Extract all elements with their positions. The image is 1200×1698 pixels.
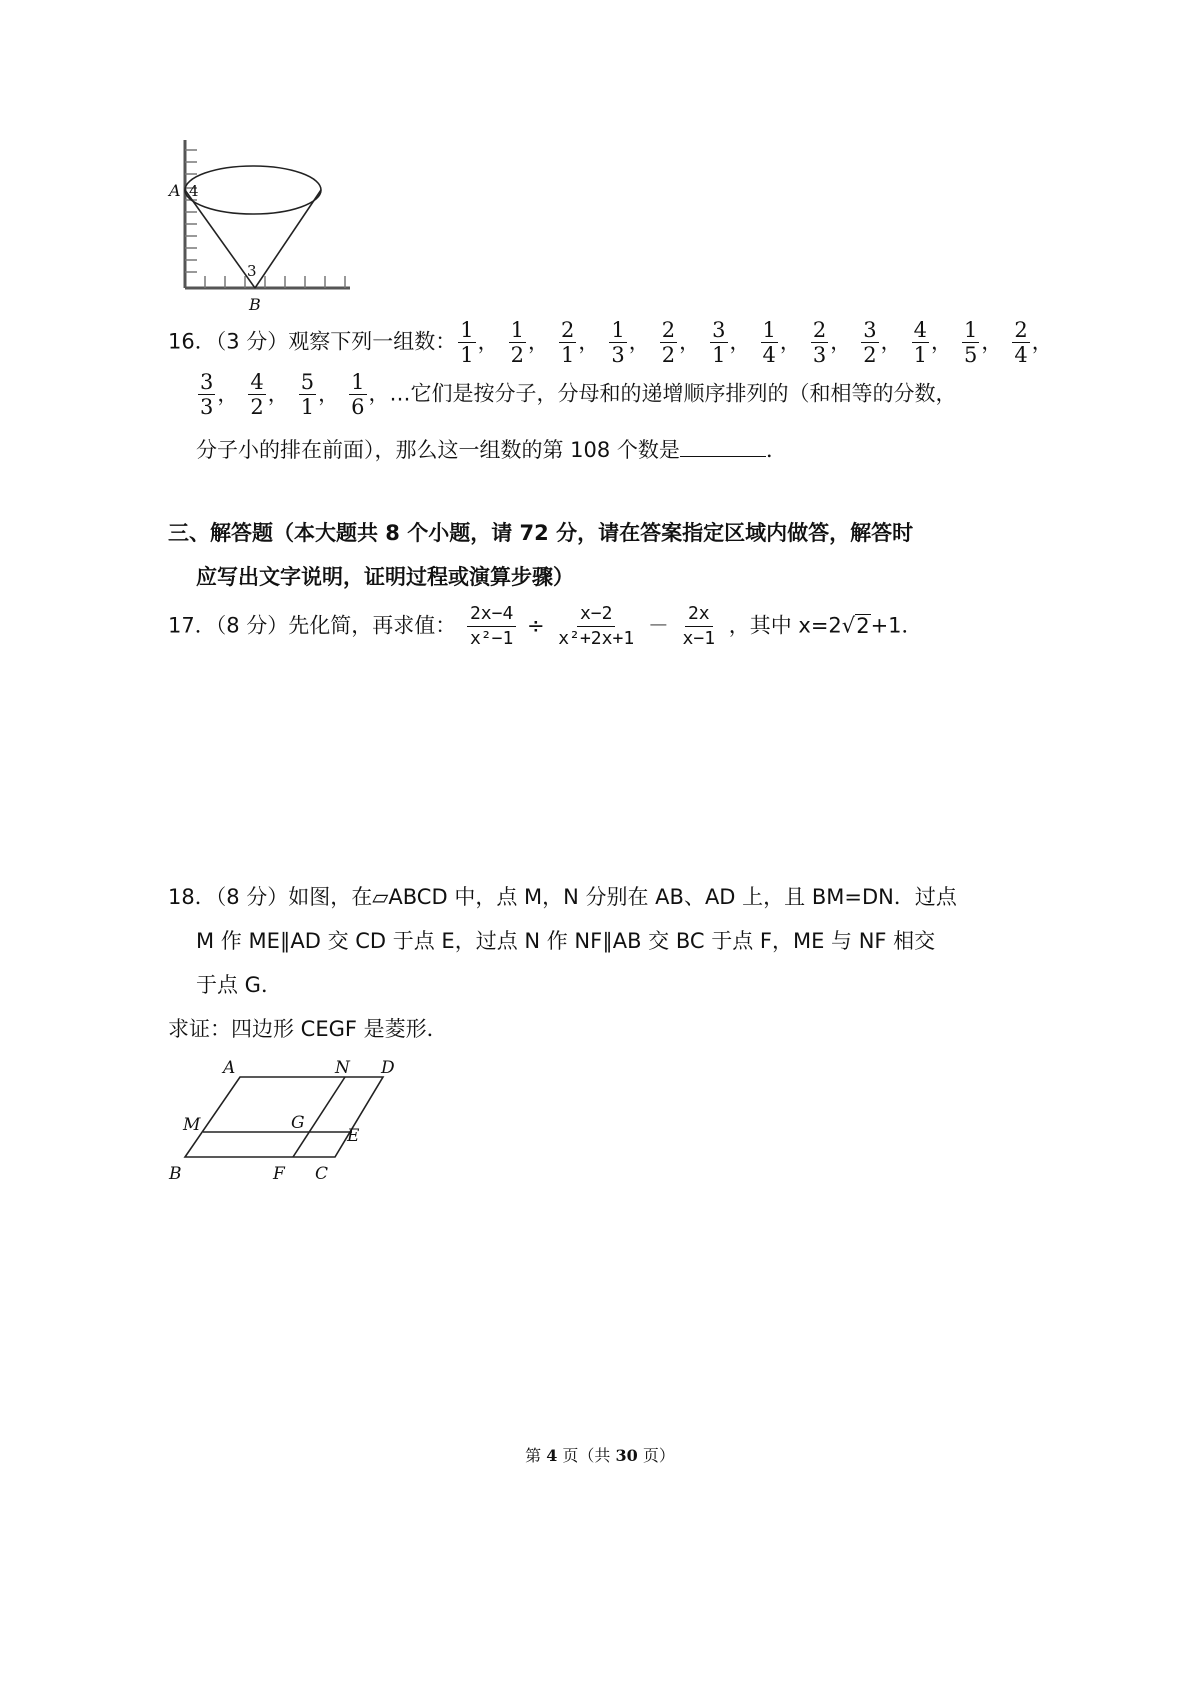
fraction-numerator: 3 xyxy=(200,370,214,394)
fraction-separator: ， xyxy=(931,329,953,354)
fraction xyxy=(710,318,727,367)
fraction-denominator: 2 xyxy=(510,343,525,367)
q16-line3-end: ． xyxy=(765,438,787,462)
fraction-numerator: 4 xyxy=(913,318,928,342)
vertex-label-f: F xyxy=(273,1164,285,1184)
fraction xyxy=(559,318,576,367)
footer-mid: 页（共 xyxy=(557,1446,616,1465)
cone-label-a: A xyxy=(169,181,181,200)
fraction xyxy=(1012,318,1029,367)
section3-heading-line2: 应写出文字说明，证明过程或演算步骤） xyxy=(196,565,574,589)
fraction-separator: ， xyxy=(729,329,751,354)
fraction-separator: ， xyxy=(628,329,650,354)
fraction xyxy=(811,318,828,367)
fraction-denominator: 1 xyxy=(300,395,315,419)
q18-line1: 18．（8 分）如图，在▱ABCD 中，点 M，N 分别在 AB、AD 上，且 BM=DN．过点 xyxy=(168,885,957,909)
fraction-numerator: 3 xyxy=(863,318,877,342)
vertex-label-m: M xyxy=(183,1115,201,1135)
vertex-label-a: A xyxy=(223,1058,236,1078)
fraction-numerator: 2 xyxy=(561,318,575,342)
fraction-denominator: 2 xyxy=(863,343,877,367)
q17-fraction-2: $\frac{x-2}{\text{x²+2x+1}}$ xyxy=(558,603,635,649)
vertex-label-e: E xyxy=(347,1126,360,1146)
footer-pre: 第 xyxy=(525,1446,547,1465)
fraction-denominator: 1 xyxy=(913,343,928,367)
fraction xyxy=(962,318,979,367)
fraction-numerator: 1 xyxy=(964,318,978,342)
q17-fraction-3: $\frac{2x}{x-1}$ xyxy=(682,603,716,649)
fraction-denominator: 2 xyxy=(250,395,264,419)
cone-label-b: B xyxy=(249,295,261,314)
q17-line xyxy=(168,602,923,651)
vertex-label-n: N xyxy=(335,1058,350,1078)
fraction xyxy=(609,318,626,367)
vertex-label-b: B xyxy=(169,1164,182,1184)
fraction-denominator: 2 xyxy=(661,343,676,367)
q18-line3: 于点 G． xyxy=(196,973,282,997)
q16-line3-text: 分子小的排在前面），那么这一组数的第 108 个数是 xyxy=(196,438,680,462)
fraction-numerator: 1 xyxy=(611,318,625,342)
vertex-label-d: D xyxy=(381,1058,395,1078)
q17-minus-op: － xyxy=(647,613,669,638)
fraction xyxy=(198,370,215,419)
q17-divide-op: ÷ xyxy=(527,613,545,638)
q16-row2-text: ，…它们是按分子，分母和的递增顺序排列的（和相等的分数， xyxy=(368,381,957,406)
fraction-separator: ， xyxy=(981,329,1003,354)
fraction-numerator: 2 xyxy=(1014,318,1028,342)
footer-page-number: 4 xyxy=(546,1446,558,1465)
q16-prefix: 16．（3 分）观察下列一组数： xyxy=(168,329,457,354)
q16-line3 xyxy=(196,434,787,465)
fraction-numerator: 1 xyxy=(510,318,525,342)
fraction-separator: ， xyxy=(267,381,289,406)
fraction-numerator: 2 xyxy=(812,318,827,342)
answer-blank[interactable] xyxy=(680,434,766,457)
fraction xyxy=(861,318,878,367)
footer-post: 页） xyxy=(637,1446,675,1465)
fraction-numerator: 2 xyxy=(661,318,676,342)
q18-prove: 求证：四边形 CEGF 是菱形． xyxy=(168,1017,448,1041)
q16-line1 xyxy=(168,318,1061,367)
fraction-numerator: 1 xyxy=(460,318,474,342)
fraction-numerator: 1 xyxy=(762,318,776,342)
q16-fraction-row2 xyxy=(196,370,369,419)
fraction-separator: ， xyxy=(528,329,550,354)
sqrt-symbol: √ xyxy=(841,613,856,638)
q16-fraction-row1 xyxy=(456,318,1061,367)
q17-suffix-post: +1． xyxy=(870,613,923,638)
fraction xyxy=(761,318,778,367)
fraction-denominator: 3 xyxy=(611,343,625,367)
fraction-denominator: 1 xyxy=(561,343,575,367)
fraction-numerator: 1 xyxy=(351,370,365,394)
fraction-denominator: 3 xyxy=(812,343,827,367)
fraction-separator: ， xyxy=(217,381,239,406)
fraction-numerator: 5 xyxy=(300,370,315,394)
parallelogram-figure xyxy=(165,1055,405,1190)
q17-prefix: 17．（8 分）先化简，再求值： xyxy=(168,613,457,638)
vertex-label-c: C xyxy=(315,1164,329,1184)
fraction-denominator: 6 xyxy=(351,395,365,419)
fraction-separator: ， xyxy=(880,329,902,354)
page-footer xyxy=(0,1443,1200,1466)
fraction-denominator: 4 xyxy=(1014,343,1028,367)
fraction xyxy=(349,370,366,419)
fraction-denominator: 1 xyxy=(460,343,474,367)
fraction-separator: ， xyxy=(477,329,499,354)
fraction-numerator: 3 xyxy=(712,318,726,342)
fraction xyxy=(458,318,475,367)
fraction-denominator: 1 xyxy=(712,343,726,367)
q16-line2 xyxy=(196,370,957,419)
fraction xyxy=(660,318,677,367)
cone-mark-3: 3 xyxy=(247,262,257,280)
section3-heading-line1: 三、解答题（本大题共 8 个小题，请 72 分，请在答案指定区域内做答，解答时 xyxy=(168,521,914,545)
fraction-denominator: 4 xyxy=(762,343,776,367)
footer-total-pages: 30 xyxy=(615,1446,638,1465)
cone-figure xyxy=(169,140,375,315)
fraction-denominator: 5 xyxy=(964,343,978,367)
fraction xyxy=(509,318,526,367)
fraction xyxy=(299,370,316,419)
fraction-numerator: 4 xyxy=(250,370,264,394)
fraction-separator: ， xyxy=(1031,329,1053,354)
fraction-separator: ， xyxy=(578,329,600,354)
fraction xyxy=(248,370,265,419)
fraction-denominator: 3 xyxy=(200,395,214,419)
fraction-separator: ， xyxy=(679,329,701,354)
fraction-separator: ， xyxy=(779,329,801,354)
fraction-separator: ， xyxy=(830,329,852,354)
q17-suffix-pre: ，其中 x=2 xyxy=(728,613,842,638)
q17-fraction-1: $\frac{2x-4}{\text{x²−1}}$ xyxy=(467,602,516,651)
sqrt-radicand: 2 xyxy=(856,613,870,638)
fraction xyxy=(912,318,929,367)
cone-mark-4: 4 xyxy=(189,182,199,200)
fraction-separator: ， xyxy=(318,381,340,406)
q18-line2: M 作 ME∥AD 交 CD 于点 E，过点 N 作 NF∥AB 交 BC 于点 F，ME 与 NF 相交 xyxy=(196,929,936,953)
vertex-label-g: G xyxy=(291,1113,305,1133)
